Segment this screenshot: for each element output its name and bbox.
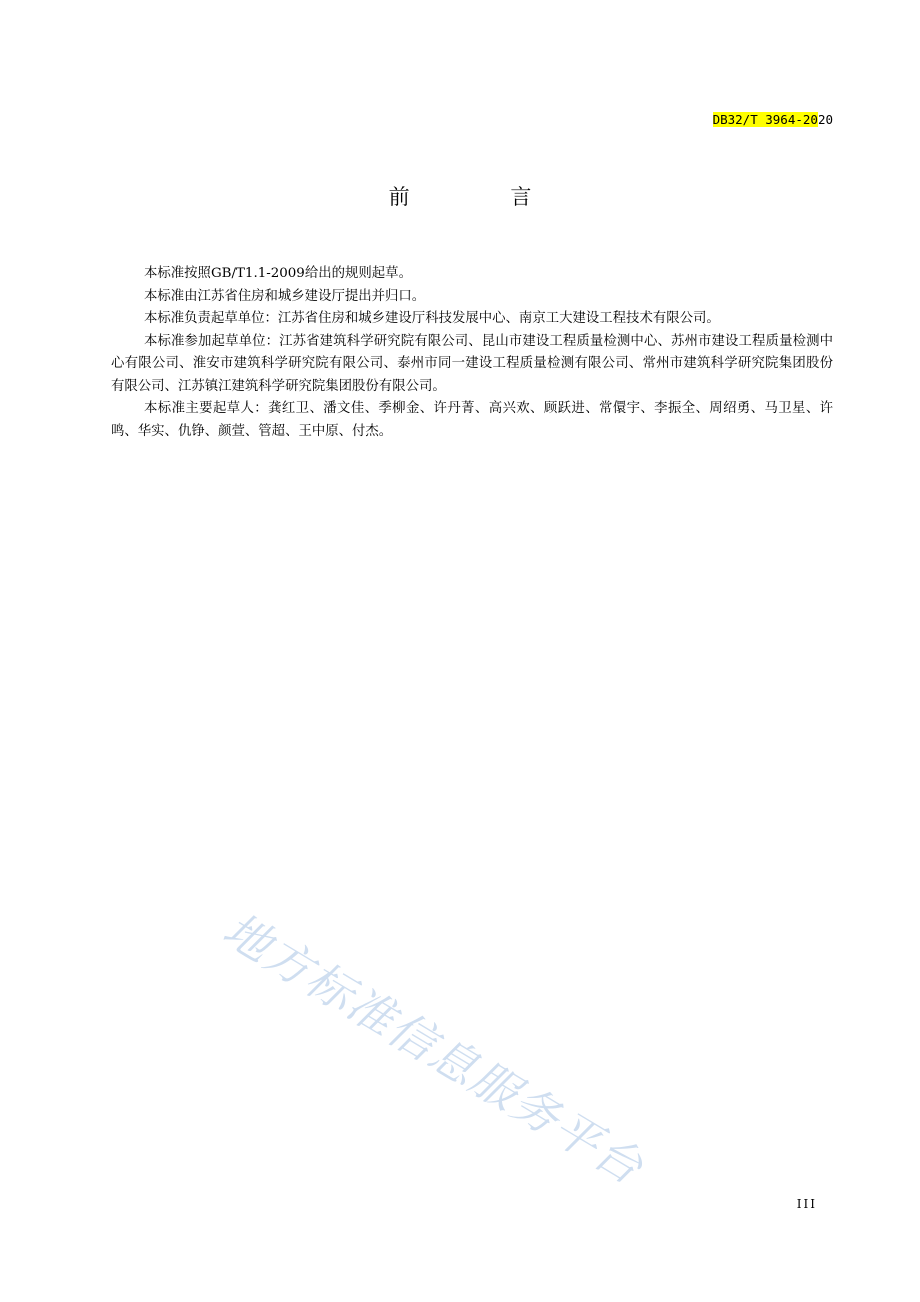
watermark: 地方标准信息服务平台 xyxy=(214,901,654,1196)
paragraph-lead-drafters: 本标准负责起草单位：江苏省住房和城乡建设厅科技发展中心、南京工大建设工程技术有限公司。 xyxy=(144,311,720,326)
page-title: 前 言 xyxy=(388,185,579,209)
standard-code-highlighted: DB32/T 3964-20 xyxy=(712,112,818,127)
paragraph-drafting-rules: 本标准按照GB/T1.1-2009给出的规则起草。 xyxy=(144,266,412,281)
standard-code-rest: 20 xyxy=(817,112,833,127)
standard-code xyxy=(713,111,833,129)
paragraph-participating-drafters: 本标准参加起草单位：江苏省建筑科学研究院有限公司、昆山市建设工程质量检测中心、苏州市建设工程质量检测中心有限公司、淮安市建筑科学研究院有限公司、泰州市同一建设工程质量检测有限公司、常州市建筑科学研究院集团股份有限公司、江苏镇江建筑科学研究院集团股份有限公司。 xyxy=(111,333,833,394)
foreword-body xyxy=(111,263,833,443)
paragraph-proposer: 本标准由江苏省住房和城乡建设厅提出并归口。 xyxy=(144,288,426,304)
paragraph-main-drafters: 本标准主要起草人：龚红卫、潘文佳、季柳金、许丹菁、高兴欢、顾跃进、常儇宇、李振全、周绍勇、马卫星、许鸣、华实、仇铮、颜萱、管超、王中原、付杰。 xyxy=(111,401,833,439)
page-number: III xyxy=(796,1197,817,1211)
